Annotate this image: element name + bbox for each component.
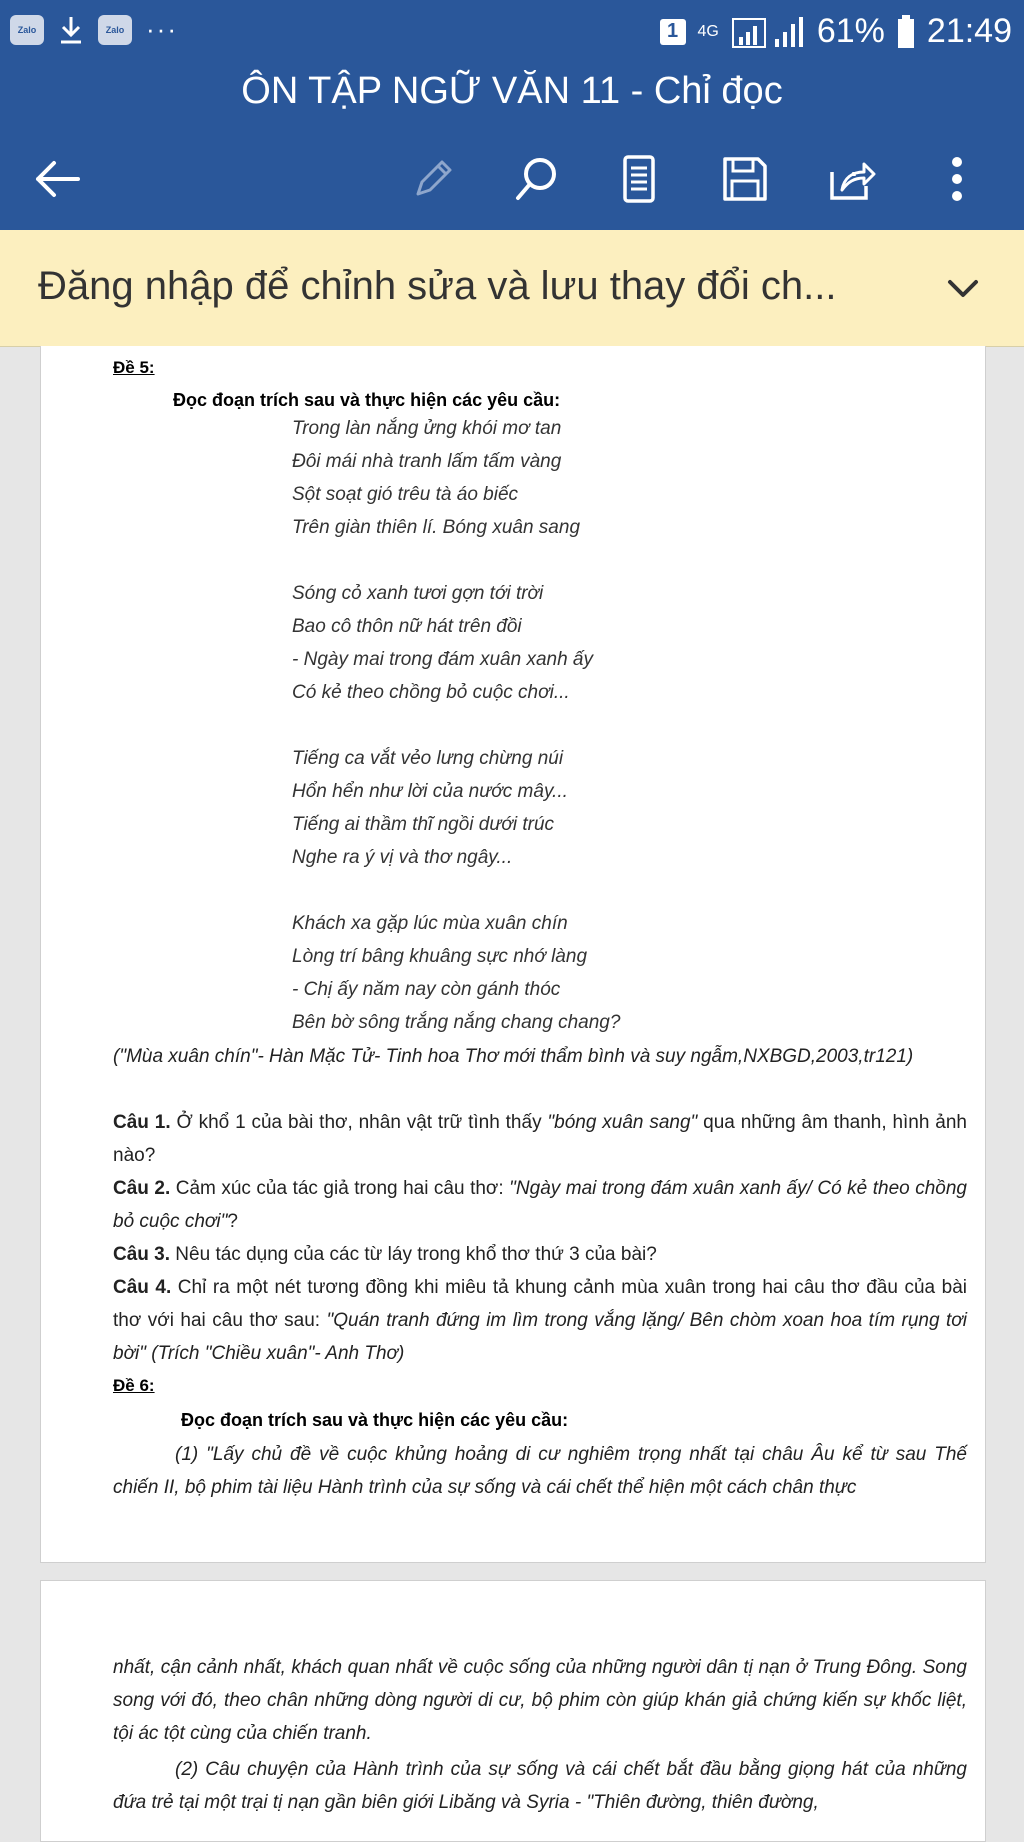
poem-line: Tiếng ai thầm thĩ ngồi dưới trúc [292,814,555,835]
sim-badge: 1 [660,19,686,45]
question-text: ? [227,1211,238,1232]
de6-paragraph-1: (1) "Lấy chủ đề về cuộc khủng hoảng di cư nghiêm trọng nhất tại châu Âu kể từ sau Thế chiến II, bộ phim tài liệu Hành trình của sự sống và cái chết thể hiện một cách chân thực [113,1444,967,1498]
zalo-app-icon-2: Zalo [98,15,132,45]
de6-heading: Đề 6: [113,1376,155,1395]
question-quote: "Ngày mai trong đám xuân xanh ấy/ Có kẻ theo chồng bỏ cuộc chơi" [113,1178,967,1232]
search-button[interactable] [502,144,572,214]
reading-view-button[interactable] [604,144,674,214]
save-button[interactable] [710,144,780,214]
de6-paragraph-1-cont: nhất, cận cảnh nhất, khách quan nhất về cuộc sống của những người dân tị nạn ở Trung Đông. Song song với đó, theo chân những dòng người di cư, bộ phim còn giúp khán giả chứng kiến sự khốc liệt, tội ác tột cùng của chiến tranh. [113,1657,967,1744]
battery-icon [897,15,915,49]
question-quote: "bóng xuân sang" [547,1112,698,1133]
kebab-menu-icon [949,156,965,202]
poem-citation: ("Mùa xuân chín"- Hàn Mặc Tử- Tinh hoa Thơ mới thẩm bình và suy ngẫm,NXBGD,2003,tr121) [113,1046,914,1067]
back-arrow-icon [32,159,82,199]
question-text: Nêu tác dụng của các từ láy trong khổ thơ thứ 3 của bài? [170,1244,657,1265]
download-icon [58,15,84,45]
poem-line: Sột soạt gió trêu tà áo biếc [292,484,519,505]
toolbar [0,144,1024,214]
signal-icon [731,15,805,49]
poem-line: Hổn hển như lời của nước mây... [292,781,568,802]
question-4 [113,1271,967,1370]
poem-line: Có kẻ theo chồng bỏ cuộc chơi... [292,682,570,703]
poem-line: Nghe ra ý vị và thơ ngây... [292,847,513,868]
poem-line: Lòng trí bâng khuâng sực nhớ làng [292,946,588,967]
de5-instruction: Đọc đoạn trích sau và thực hiện các yêu cầu: [173,390,561,410]
status-bar [0,0,1024,64]
de6-paragraph-2: (2) Câu chuyện của Hành trình của sự sống và cái chết bắt đầu bằng giọng hát của những đứa trẻ tại một trại tị nạn gần biên giới Libăng và Syria - "Thiên đường, thiên đường, [113,1759,967,1813]
battery-percent: 61% [816,12,885,50]
question-text: Ở khổ 1 của bài thơ, nhân vật trữ tình thấy [170,1112,548,1133]
poem-line: Sóng cỏ xanh tươi gợn tới trời [292,583,544,604]
more-notifications-icon: ··· [146,14,178,44]
question-3 [113,1238,967,1271]
document-page-2 [40,1580,986,1842]
network-type: 4G [697,22,719,40]
question-label: Câu 4. [113,1277,172,1298]
search-icon [512,154,562,204]
question-label: Câu 1. [113,1112,171,1133]
poem-line: Đôi mái nhà tranh lấm tấm vàng [292,451,562,472]
poem-line: Bên bờ sông trắng nắng chang chang? [292,1012,621,1033]
question-text: Cảm xúc của tác giả trong hai câu thơ: [170,1178,510,1199]
poem-line: - Ngày mai trong đám xuân xanh ấy [292,649,593,670]
question-2 [113,1172,967,1238]
question-1 [113,1106,967,1172]
pencil-icon [410,156,456,202]
question-label: Câu 3. [113,1244,171,1265]
poem-line: Bao cô thôn nữ hát trên đồi [292,616,522,637]
more-options-button[interactable] [922,144,992,214]
poem-line: Khách xa gặp lúc mùa xuân chín [292,913,568,934]
document-title: ÔN TẬP NGỮ VĂN 11 - Chỉ đọc [241,70,783,112]
signin-banner[interactable] [0,230,1024,347]
question-text: qua những âm thanh, hình ảnh nào? [113,1112,967,1166]
back-button[interactable] [22,144,92,214]
save-icon [720,154,770,204]
clock: 21:49 [926,12,1012,50]
poem-line: Trong làn nắng ửng khói mơ tan [292,418,562,439]
poem-line: - Chị ấy năm nay còn gánh thóc [292,979,561,1000]
document-page-1 [40,346,986,1563]
poem-line: Trên giàn thiên lí. Bóng xuân sang [292,517,581,538]
question-text: Chỉ ra một nét tương đồng khi miêu tả khung cảnh mùa xuân trong hai câu thơ đầu của bài thơ với hai câu thơ sau: [113,1277,967,1331]
signin-banner-text: Đăng nhập để chỉnh sửa và lưu thay đổi ch... [38,264,837,308]
app-bar [0,64,1024,230]
chevron-down-icon[interactable] [938,264,988,314]
share-button[interactable] [816,144,886,214]
zalo-app-icon: Zalo [10,15,44,45]
de5-heading: Đề 5: [113,358,155,377]
poem-line: Tiếng ca vắt vẻo lưng chừng núi [292,748,564,769]
question-quote: "Quán tranh đứng im lìm trong vắng lặng/ Bên chòm xoan hoa tím rụng tơi bời" (Trích "Chiều xuân"- Anh Thơ) [113,1310,968,1364]
question-label: Câu 2. [113,1178,171,1199]
mobile-view-icon [619,154,659,204]
edit-button[interactable] [398,144,468,214]
share-icon [826,154,876,204]
de6-instruction: Đọc đoạn trích sau và thực hiện các yêu cầu: [181,1410,569,1430]
